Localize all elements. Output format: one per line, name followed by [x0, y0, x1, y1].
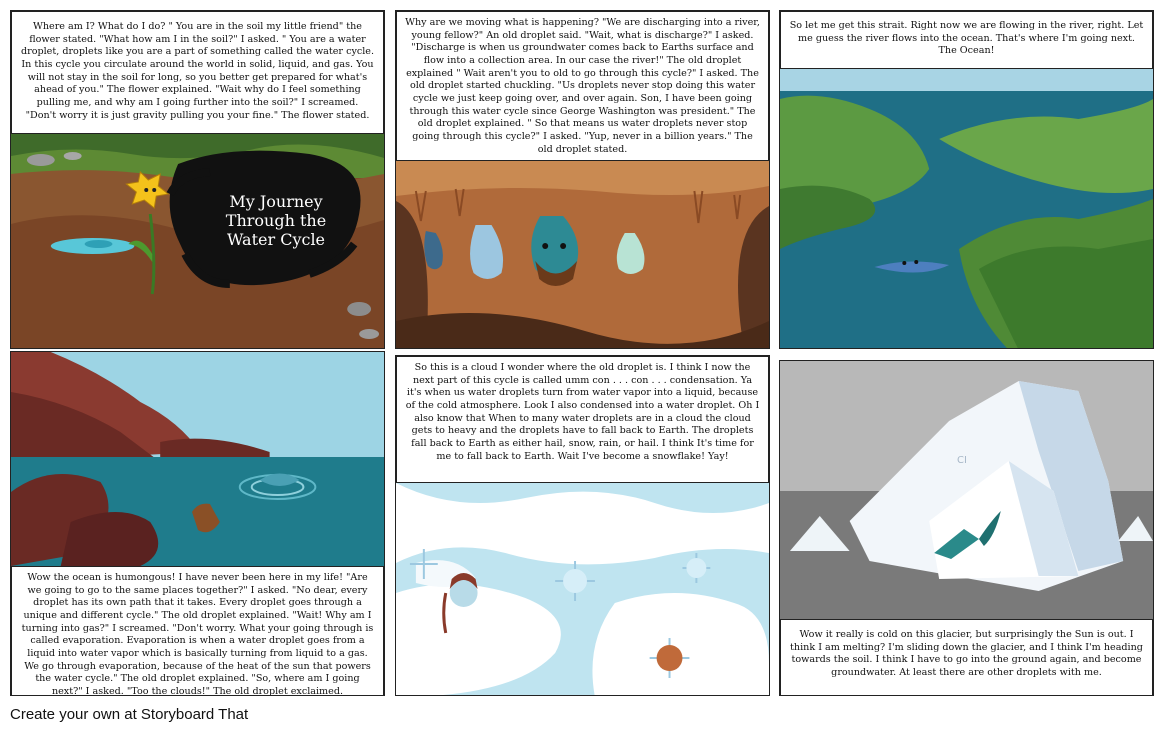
- story-title: My Journey Through the Water Cycle: [225, 192, 327, 250]
- panel-4-caption: Wow the ocean is humongous! I have never been here in my life! "Are we going to go to the same places together?" I asked. "No dear, every droplet has its own path that it takes. Every droplet goes through a unique and different cycle." The old droplet explained. "Wait! Why am I turning into gas?" I screamed. "Don't worry. What your going through is called evaporation. Evaporation is when a water droplet goes from a liquid into water vapor which is basically turning from liquid to a gas. We go through evaporation, because of the heat of the sun that powers the water cycle." The old droplet explained. "So, where am I going next?" I asked. "Too the clouds!" The old droplet exclaimed.: [11, 566, 384, 696]
- panel-1-caption: Where am I? What do I do? " You are in the soil my little friend" the flower stated. "What how am I in the soil?" I asked. " You are a water droplet, droplets like you are a part of something called the water cycle. In this cycle you circulate around the world in solid, liquid, and gas. You will not stay in the soil for long, so you better get prepared for what's ahead of you." The flower explained. "Wait why do I feel something pulling me, and why am I going further into the soil?" I screamed. "Don't worry it is just gravity pulling you your fine." The flower stated.: [11, 11, 384, 134]
- panel-2-caption: Why are we moving what is happening? "We are discharging into a river, young fellow?" An old droplet said. "Wait, what is discharge?" I asked. "Discharge is when us groundwater comes back to Earths surface and flow into a collection area. In our case the river!" The old droplet explained " Wait aren't you to old to go through this cycle?" I asked. The old droplet started chuckling. "Us droplets never stop doing this water cycle we just keep going over, and over again. Son, I have been going through this water cycle since George Washington was president." The old droplet explained. " So that means us water droplets never stop going through this cycle?" I asked. "Yup, never in a billion years." The old droplet stated.: [396, 11, 769, 161]
- svg-text:CI: CI: [957, 454, 967, 467]
- panel-3: [779, 10, 1154, 349]
- panel-1: [10, 10, 385, 349]
- panel-6: [779, 360, 1154, 696]
- panel-6-scene: [780, 361, 1153, 619]
- panel-4: [10, 351, 385, 696]
- panel-3-scene: [780, 69, 1153, 349]
- storyboard-footer[interactable]: Create your own at Storyboard That: [10, 706, 249, 723]
- panel-1-scene: [11, 134, 384, 349]
- panel-2: [395, 10, 770, 349]
- panel-5-caption: So this is a cloud I wonder where the old droplet is. I think I now the next part of this cycle is called umm con . . . con . . . condensation. Ya it's when us water droplets turn from water vapor into a liquid, because of the cold atmosphere. Look I also condensed into a water droplet. Oh I also know that When to many water droplets are in a cloud the cloud gets to heavy and the droplets have to fall back to Earth. The droplets fall back to Earth as either hail, snow, rain, or hail. I think It's time for me to fall back to Earth. Wait I've become a snowflake! Yay!: [396, 356, 769, 483]
- panel-3-caption: So let me get this strait. Right now we are flowing in the river, right. Let me guess the river flows into the ocean. That's where I'm going next. The Ocean!: [780, 11, 1153, 69]
- panel-5-scene: [396, 483, 769, 696]
- panel-6-caption: Wow it really is cold on this glacier, but surprisingly the Sun is out. I think I am melting? I'm sliding down the glacier, and I think I'm heading towards the soil. I think I have to go into the ground again, and become groundwater. At least there are other droplets with me.: [780, 619, 1153, 696]
- panel-2-scene: [396, 161, 769, 349]
- panel-4-scene: [11, 352, 384, 566]
- panel-5: [395, 355, 770, 696]
